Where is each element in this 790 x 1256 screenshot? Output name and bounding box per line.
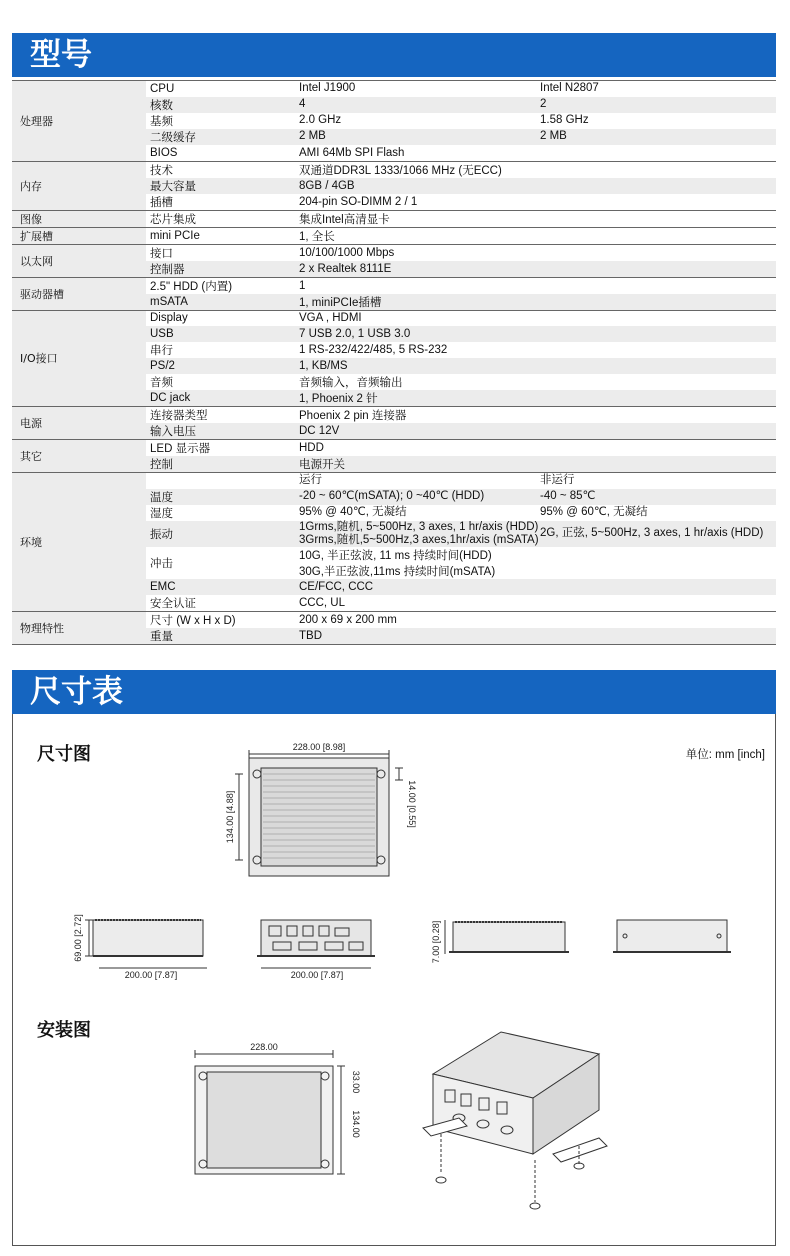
spec-row — [146, 612, 776, 628]
side-view-drawing — [85, 920, 207, 968]
spec-key: 冲击 — [150, 557, 173, 570]
spec-row — [146, 97, 776, 113]
spec-key: 湿度 — [150, 507, 173, 520]
spec-key: 技术 — [150, 164, 173, 177]
spec-row — [146, 261, 776, 277]
spec-value-alt: 2 — [540, 98, 547, 111]
install-height: 134.00 — [351, 1110, 361, 1138]
spec-key: Display — [150, 312, 188, 325]
install-top-drawing — [195, 1050, 345, 1174]
spec-value: 2 x Realtek 8111E — [299, 262, 392, 275]
dim-top-right: 14.00 [0.55] — [407, 780, 417, 828]
spec-group — [12, 407, 776, 440]
install-drawing-title: 安装图 — [37, 1020, 91, 1041]
rear-side-view-drawing — [445, 920, 569, 954]
spec-value: 1, 全长 — [299, 230, 335, 243]
spec-row — [146, 113, 776, 129]
spec-key: 串行 — [150, 345, 173, 358]
spec-row — [146, 162, 776, 178]
spec-value: 1, Phoenix 2 针 — [299, 392, 378, 405]
front-view-drawing — [257, 920, 375, 968]
spec-group-label: 物理特性 — [12, 612, 146, 644]
spec-value-alt: 1.58 GHz — [540, 114, 589, 127]
spec-value-alt: 2 MB — [540, 130, 567, 143]
spec-key: DC jack — [150, 391, 191, 404]
spec-group — [12, 612, 776, 645]
spec-key: CPU — [150, 82, 175, 95]
spec-value: HDD — [299, 441, 324, 454]
spec-value: 95% @ 40℃, 无凝结 — [299, 506, 407, 519]
spec-value: CE/FCC, CCC — [299, 580, 374, 593]
install-width: 228.00 — [250, 1042, 278, 1052]
spec-value: Intel J1900 — [299, 82, 356, 95]
dim-side-width: 200.00 [7.87] — [124, 970, 178, 980]
unit-label: 单位: mm [inch] — [685, 749, 765, 761]
spec-key: 2.5" HDD (内置) — [150, 280, 233, 293]
spec-row — [146, 374, 776, 390]
spec-value: 1 — [299, 279, 306, 292]
spec-group-label: 图像 — [12, 211, 146, 227]
spec-group — [12, 162, 776, 211]
spec-value: 8GB / 4GB — [299, 179, 355, 192]
spec-key: USB — [150, 328, 174, 341]
spec-row — [146, 628, 776, 644]
spec-key: 尺寸 (W x H x D) — [150, 614, 236, 627]
spec-key: 最大容量 — [150, 180, 196, 193]
spec-value: 1, miniPCIe插槽 — [299, 296, 382, 309]
technical-drawings — [13, 714, 775, 1244]
spec-value: 204-pin SO-DIMM 2 / 1 — [299, 195, 418, 208]
spec-row — [146, 423, 776, 439]
spec-row — [146, 521, 776, 547]
spec-value: 集成Intel高清显卡 — [299, 213, 390, 226]
spec-row — [146, 194, 776, 210]
spec-group-label: 电源 — [12, 407, 146, 439]
spec-row — [146, 390, 776, 406]
install-isometric-drawing — [423, 1032, 607, 1209]
spec-row — [146, 547, 776, 579]
spec-group-label: 其它 — [12, 440, 146, 472]
spec-row — [146, 211, 776, 227]
spec-group — [12, 211, 776, 228]
spec-value: VGA , HDMI — [299, 312, 362, 325]
spec-group-label: 处理器 — [12, 81, 146, 161]
spec-key: 重量 — [150, 630, 173, 643]
spec-group-label: I/O接口 — [12, 311, 146, 406]
spec-value: 2.0 GHz — [299, 114, 342, 127]
dim-rear-height: 7.00 [0.28] — [431, 920, 441, 964]
spec-key: 二级缓存 — [150, 131, 196, 144]
dim-front-width: 200.00 [7.87] — [290, 970, 344, 980]
spec-row — [146, 245, 776, 261]
spec-key: 控制器 — [150, 263, 185, 276]
spec-key: 连接器类型 — [150, 409, 208, 422]
spec-value: 10G, 半正弦波, 11 ms 持续时间(HDD) 30G,半正弦波,11ms 持续时间(mSATA) — [299, 549, 496, 578]
spec-value-alt: 非运行 — [540, 474, 575, 487]
spec-row — [146, 489, 776, 505]
dimension-section-header: 尺寸表 — [12, 670, 776, 714]
spec-key: BIOS — [150, 146, 178, 159]
spec-group — [12, 80, 776, 162]
spec-table — [12, 80, 776, 645]
spec-row — [146, 81, 776, 97]
spec-row — [146, 326, 776, 342]
spec-row — [146, 145, 776, 161]
spec-value: 1, KB/MS — [299, 360, 348, 373]
spec-value: 运行 — [299, 474, 322, 487]
spec-group — [12, 311, 776, 407]
install-top-dim: 33.00 — [351, 1070, 361, 1094]
spec-group — [12, 228, 776, 245]
spec-group-label: 扩展槽 — [12, 228, 146, 244]
spec-row — [146, 129, 776, 145]
back-view-drawing — [613, 920, 731, 952]
spec-key: 安全认证 — [150, 597, 196, 610]
spec-key: mini PCIe — [150, 229, 200, 242]
spec-key: 接口 — [150, 247, 173, 260]
spec-row — [146, 456, 776, 472]
dimension-drawing-title: 尺寸图 — [37, 744, 91, 765]
spec-key: 芯片集成 — [150, 213, 196, 226]
spec-row — [146, 473, 776, 489]
spec-row — [146, 294, 776, 310]
spec-row — [146, 358, 776, 374]
spec-value: 4 — [299, 98, 306, 111]
spec-row — [146, 407, 776, 423]
spec-value: 7 USB 2.0, 1 USB 3.0 — [299, 328, 411, 341]
spec-row — [146, 595, 776, 611]
spec-value: AMI 64Mb SPI Flash — [299, 146, 405, 159]
dim-top-height: 134.00 [4.88] — [225, 790, 235, 844]
spec-row — [146, 311, 776, 327]
spec-value-alt: Intel N2807 — [540, 82, 599, 95]
spec-key: 控制 — [150, 458, 173, 471]
spec-key: 插槽 — [150, 196, 173, 209]
spec-row — [146, 342, 776, 358]
spec-key: 音频 — [150, 376, 173, 389]
spec-value: 音频输入，音频输出 — [299, 376, 403, 389]
spec-row — [146, 579, 776, 595]
spec-value: 1Grms,随机, 5~500Hz, 3 axes, 1 hr/axis (HDD) 3Grms,随机,5~500Hz,3 axes,1hr/axis (mSATA) — [299, 520, 539, 546]
spec-row — [146, 278, 776, 294]
spec-key: LED 显示器 — [150, 442, 211, 455]
spec-value: 电源开关 — [299, 458, 345, 471]
spec-value: 2 MB — [299, 130, 326, 143]
spec-value: TBD — [299, 629, 322, 642]
spec-value: CCC, UL — [299, 596, 346, 609]
spec-key: 核数 — [150, 99, 173, 112]
model-section-header: 型号 — [12, 33, 776, 77]
spec-value-alt: 2G, 正弦, 5~500Hz, 3 axes, 1 hr/axis (HDD) — [540, 527, 764, 540]
spec-row — [146, 228, 776, 244]
spec-key: 温度 — [150, 491, 173, 504]
spec-value: 10/100/1000 Mbps — [299, 246, 395, 259]
spec-row — [146, 440, 776, 456]
spec-key: mSATA — [150, 295, 188, 308]
spec-group-label: 以太网 — [12, 245, 146, 277]
spec-value: 双通道DDR3L 1333/1066 MHz (无ECC) — [299, 164, 502, 177]
dimension-frame — [12, 714, 776, 1246]
spec-key: 基频 — [150, 115, 173, 128]
spec-group — [12, 473, 776, 612]
spec-row — [146, 178, 776, 194]
spec-group-label: 环境 — [12, 473, 146, 611]
spec-value-alt: -40 ~ 85℃ — [540, 490, 596, 503]
spec-group — [12, 440, 776, 473]
dim-side-height: 69.00 [2.72] — [73, 914, 83, 962]
dim-top-width: 228.00 [8.98] — [292, 742, 346, 752]
spec-value: -20 ~ 60℃(mSATA); 0 ~40℃ (HDD) — [299, 490, 485, 503]
spec-group-label: 内存 — [12, 162, 146, 210]
spec-key: 振动 — [150, 528, 173, 541]
spec-row — [146, 505, 776, 521]
spec-key: 输入电压 — [150, 425, 196, 438]
spec-group-label: 驱动器槽 — [12, 278, 146, 310]
top-view-drawing — [235, 750, 403, 876]
spec-value-alt: 95% @ 60℃, 无凝结 — [540, 506, 648, 519]
spec-value: 1 RS-232/422/485, 5 RS-232 — [299, 344, 448, 357]
spec-value: DC 12V — [299, 424, 340, 437]
spec-value: Phoenix 2 pin 连接器 — [299, 409, 407, 422]
spec-group — [12, 245, 776, 278]
spec-key: EMC — [150, 580, 176, 593]
spec-key: PS/2 — [150, 360, 175, 373]
spec-value: 200 x 69 x 200 mm — [299, 613, 397, 626]
spec-group — [12, 278, 776, 311]
